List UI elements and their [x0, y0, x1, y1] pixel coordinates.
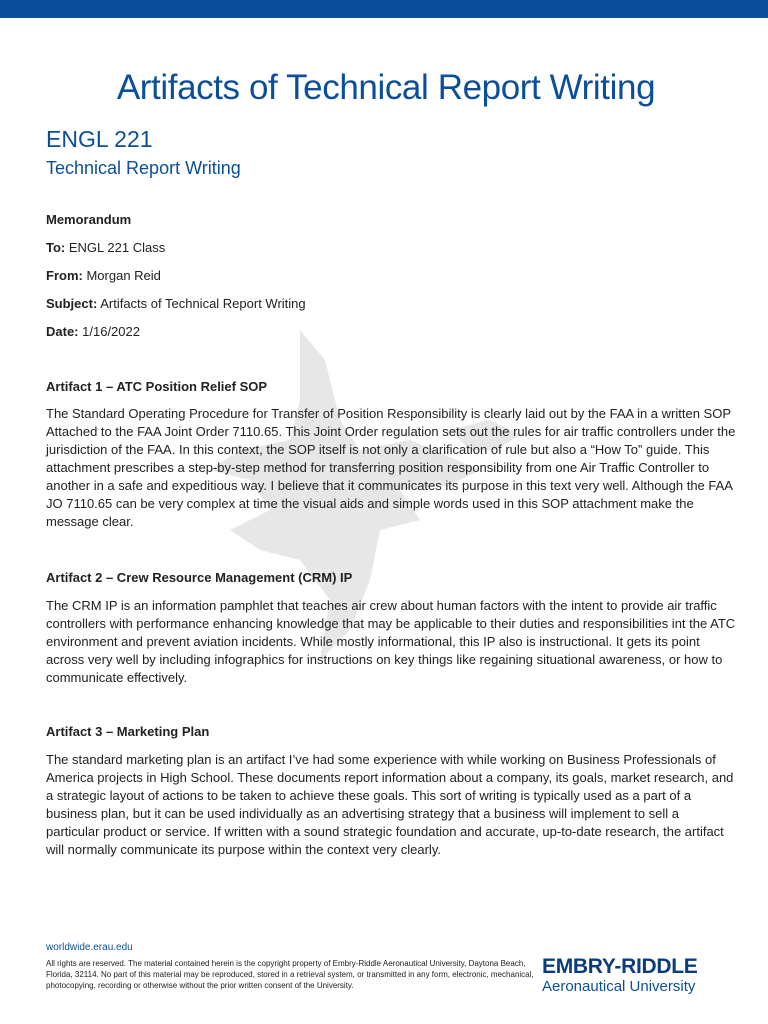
footer-website-link[interactable]: worldwide.erau.edu	[46, 942, 133, 953]
artifact-2-body: The CRM IP is an information pamphlet that teaches air crew about human factors with the intent to provide air traffic controllers with performance enhancing knowledge that may be applicable to their duties and responsibilities int the ATC environment and prevent aviation incidents. While mostly informational, this IP also is instructional. It gets its point across very well by including infographics for instructions on key things like regaining situational awareness, or how to communicate effectively.	[46, 598, 736, 685]
course-code: ENGL 221	[46, 126, 153, 152]
memo-date	[46, 324, 140, 339]
document-title: Artifacts of Technical Report Writing	[116, 68, 656, 107]
memo-from-value: Morgan Reid	[86, 268, 161, 283]
memo-from-label: From:	[46, 268, 83, 283]
memo-to-label: To:	[46, 240, 66, 255]
course-name: Technical Report Writing	[46, 158, 241, 178]
artifact-3-body: The standard marketing plan is an artifact I’ve had some experience with while working on Business Professionals of America projects in High School. These documents report information about a company, its goals, market research, and a strategic layout of actions to be taken to achieve these goals. This sort of writing is typically used as a part of a business plan, but it can be used individually as an advertising strategy that a business will implement to sell a particular product or service. If written with a sound strategic foundation and accurate, up-to-date research, the artifact will normally communicate its purpose within the context very clearly.	[46, 752, 734, 857]
memo-heading: Memorandum	[46, 212, 132, 227]
artifact-3-heading: Artifact 3 – Marketing Plan	[46, 724, 210, 739]
footer-copyright-notice: All rights are reserved. The material contained herein is the copyright property of Embry-Riddle Aeronautical University, Daytona Beach, Florida, 32114. No part of this material may be reproduced, stored in a retrieval system, or transmitted in any form, electronic, mechanical, photocopying, recording or otherwise without the prior written consent of the University.	[46, 959, 534, 990]
memo-subject	[46, 296, 306, 311]
memo-to	[46, 240, 165, 255]
artifact-2-heading: Artifact 2 – Crew Resource Management (CRM) IP	[46, 570, 353, 585]
memo-from	[46, 268, 161, 283]
logo-wordmark: EMBRY-RIDDLE	[542, 955, 698, 978]
artifact-1-body: The Standard Operating Procedure for Transfer of Position Responsibility is clearly laid out by the FAA in a written SOP Attached to the FAA Joint Order 7110.65. This Joint Order regulation sets out the rules for air traffic controllers under the jurisdiction of the FAA. In this context, the SOP itself is not only a clarification of rule but also a “How To” guide. This attachment prescribes a step-by-step method for transferring position responsibility from one Air Traffic Controller to another in a safe and expeditious way. I believe that it communicates its purpose in this text very well. Although the FAA JO 7110.65 can be very complex at time the visual aids and simple words used in this SOP attachment make the message clear.	[46, 406, 736, 529]
memo-subject-label: Subject:	[46, 296, 98, 311]
artifact-1-heading: Artifact 1 – ATC Position Relief SOP	[46, 379, 268, 394]
memo-date-value: 1/16/2022	[82, 324, 140, 339]
memo-date-label: Date:	[46, 324, 79, 339]
university-logo	[542, 955, 726, 995]
top-banner-bar	[0, 0, 768, 18]
memo-to-value: ENGL 221 Class	[68, 240, 166, 255]
logo-subtitle: Aeronautical University	[542, 978, 696, 995]
memo-subject-value: Artifacts of Technical Report Writing	[100, 296, 306, 311]
